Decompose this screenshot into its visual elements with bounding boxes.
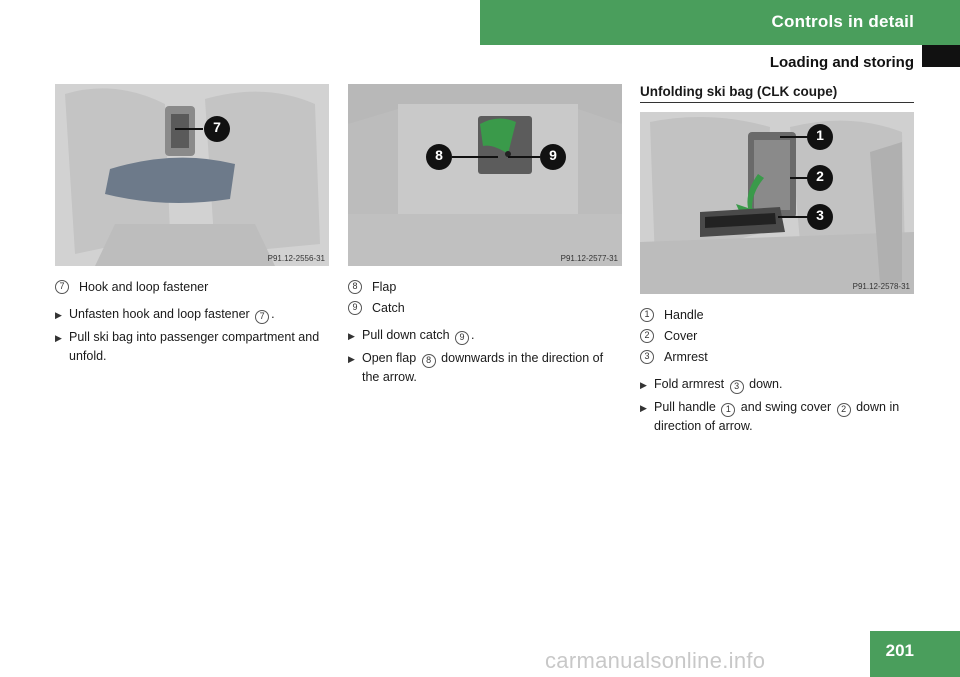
callout-8: 8 bbox=[435, 147, 443, 163]
step-item bbox=[55, 305, 329, 325]
callout-1: 1 bbox=[816, 127, 824, 143]
subsection-heading: Unfolding ski bag (CLK coupe) bbox=[640, 84, 914, 103]
legend-number: 3 bbox=[640, 350, 654, 364]
figure-trunk-flap bbox=[348, 84, 622, 266]
legend-number: 8 bbox=[348, 280, 362, 294]
rear-seat-illustration bbox=[55, 84, 329, 266]
step-text: Open flap bbox=[362, 351, 420, 365]
figure-armrest-cover bbox=[640, 112, 914, 294]
chapter-title: Controls in detail bbox=[771, 12, 914, 31]
step-text-end: down in direction of arrow. bbox=[654, 400, 900, 433]
armrest-illustration bbox=[640, 112, 914, 294]
callout-7: 7 bbox=[213, 119, 221, 135]
legend bbox=[55, 276, 329, 297]
step-text: Pull down catch bbox=[362, 328, 454, 342]
ref-number: 7 bbox=[255, 310, 269, 324]
legend-label: Handle bbox=[664, 307, 704, 322]
legend-item-fastener bbox=[55, 276, 329, 297]
legend-label: Flap bbox=[372, 279, 397, 294]
step-text-mid: and swing cover bbox=[737, 400, 835, 414]
legend-item-handle bbox=[640, 304, 914, 325]
legend-label: Catch bbox=[372, 300, 405, 315]
ref-number: 1 bbox=[721, 403, 735, 417]
bullet-arrow-icon: ▶ bbox=[348, 354, 355, 364]
step-item bbox=[348, 326, 622, 346]
page-number: 201 bbox=[885, 641, 914, 660]
bullet-arrow-icon: ▶ bbox=[348, 331, 355, 341]
step-text: Fold armrest bbox=[654, 377, 728, 391]
legend-number: 9 bbox=[348, 301, 362, 315]
ref-number: 9 bbox=[455, 331, 469, 345]
figure-rear-seat-fastener bbox=[55, 84, 329, 266]
callout-9: 9 bbox=[549, 147, 557, 163]
step-text: Pull handle bbox=[654, 400, 720, 414]
ref-number: 8 bbox=[422, 354, 436, 368]
step-item bbox=[348, 349, 622, 387]
figure-code: P91.12-2578-31 bbox=[852, 282, 910, 291]
step-text-end: down. bbox=[745, 377, 783, 391]
figure-code: P91.12-2556-31 bbox=[267, 254, 325, 263]
legend-number: 2 bbox=[640, 329, 654, 343]
column-unfold-ski-bag bbox=[640, 84, 914, 439]
step-item bbox=[640, 398, 914, 436]
step-text-end: downwards in the direction of the arrow. bbox=[362, 351, 604, 384]
legend-number: 1 bbox=[640, 308, 654, 322]
bullet-arrow-icon: ▶ bbox=[55, 310, 62, 320]
step-text: Pull ski bag into passenger compartment and unfold. bbox=[69, 330, 320, 363]
legend-label: Hook and loop fastener bbox=[79, 279, 209, 294]
bullet-arrow-icon: ▶ bbox=[640, 403, 647, 413]
trunk-illustration bbox=[348, 84, 622, 266]
instruction-steps bbox=[55, 305, 329, 366]
step-text-end: . bbox=[471, 328, 475, 342]
legend bbox=[640, 304, 914, 367]
callout-2: 2 bbox=[816, 168, 824, 184]
section-tab-marker bbox=[922, 45, 960, 67]
ref-number: 2 bbox=[837, 403, 851, 417]
step-text-end: . bbox=[271, 307, 275, 321]
instruction-steps bbox=[348, 326, 622, 387]
legend-item-flap bbox=[348, 276, 622, 297]
legend-item-armrest bbox=[640, 346, 914, 367]
legend-item-cover bbox=[640, 325, 914, 346]
legend-label: Cover bbox=[664, 328, 698, 343]
legend-label: Armrest bbox=[664, 349, 708, 364]
instruction-steps bbox=[640, 375, 914, 436]
step-item bbox=[640, 375, 914, 395]
bullet-arrow-icon: ▶ bbox=[640, 380, 647, 390]
legend bbox=[348, 276, 622, 318]
column-flap-catch bbox=[348, 84, 622, 390]
ref-number: 3 bbox=[730, 380, 744, 394]
legend-number: 7 bbox=[55, 280, 69, 294]
bullet-arrow-icon: ▶ bbox=[55, 333, 62, 343]
column-hook-loop bbox=[55, 84, 329, 369]
legend-item-catch bbox=[348, 297, 622, 318]
watermark: carmanualsonline.info bbox=[545, 648, 766, 673]
step-text: Unfasten hook and loop fastener bbox=[69, 307, 254, 321]
page-number-box bbox=[870, 631, 960, 677]
figure-code: P91.12-2577-31 bbox=[560, 254, 618, 263]
callout-3: 3 bbox=[816, 207, 824, 223]
section-title: Loading and storing bbox=[769, 54, 914, 71]
step-item bbox=[55, 328, 329, 366]
